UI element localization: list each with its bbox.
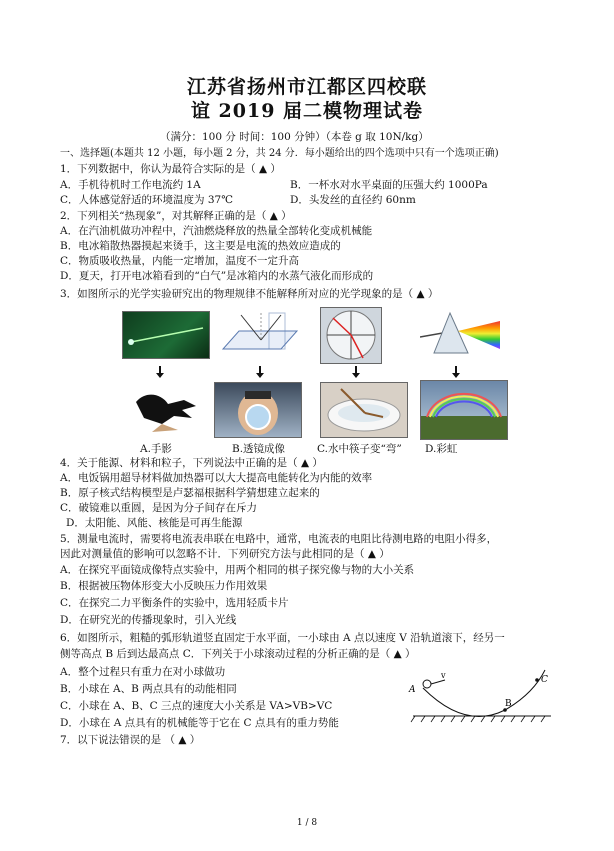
q4-stem: 4．关于能源、材料和粒子，下列说法中正确的是（ ▲ ）	[60, 457, 323, 469]
laser-beam-photo	[122, 311, 210, 359]
q6-stem-line-2: 侧等高点 B 后到达最高点 C．下列关于小球滚动过程的分析正确的是（ ▲ ）	[60, 648, 416, 660]
curved-track-diagram	[405, 666, 555, 730]
q2-option-b: B．电冰箱散热器摸起来烫手，这主要是电流的热效应造成的	[60, 240, 341, 252]
lens-imaging-photo	[214, 382, 302, 438]
arrow-d	[455, 366, 457, 375]
chopsticks-bowl-photo	[320, 382, 408, 438]
q3-caption-d: D.彩虹	[425, 443, 458, 455]
q7-stem: 7．以下说法错误的是 （ ▲ ）	[60, 734, 201, 746]
q3-stem: 3．如图所示的光学实验研究出的物理规律不能解释所对应的光学现象的是（ ▲ ）	[60, 288, 439, 300]
section-1-header: 一、选择题(本题共 12 小题，每小题 2 分，共 24 分．每小题给出的四个选项中只有一个选项正确)	[60, 148, 499, 159]
title-line-2: 谊 2019 届二模物理试卷	[190, 100, 424, 122]
q4-option-b: B．原子核式结构模型是卢瑟福根据科学猜想建立起来的	[60, 487, 320, 499]
refraction-protractor-photo	[320, 307, 382, 364]
rainbow-photo	[420, 380, 508, 440]
q3-caption-b: B.透镜成像	[232, 443, 286, 455]
q6-option-a: A．整个过程只有重力在对小球做功	[60, 666, 226, 678]
q6-stem-line-1: 6．如图所示，粗糙的弧形轨道竖直固定于水平面，一小球由 A 点以速度 V 沿轨道滚下，经另一	[60, 632, 505, 644]
arrow-b	[259, 366, 261, 375]
q1-option-b: B．一杯水对水平桌面的压强大约 1000Pa	[290, 179, 488, 191]
q2-option-a: A．在汽油机做功冲程中，汽油燃烧释放的热量全部转化变成机械能	[60, 225, 373, 237]
q6-option-c: C．小球在 A、B、C 三点的速度大小关系是 VA>VB>VC	[60, 700, 333, 712]
fig-label-c: C	[541, 675, 548, 685]
q4-option-c: C．破镜难以重圆，是因为分子间存在斥力	[60, 502, 258, 514]
q4-option-a: A．电饭锅用超导材料做加热器可以大大提高电能转化为内能的效率	[60, 472, 373, 484]
exam-info: （满分：100 分 时间：100 分钟）（本卷 g 取 10N/kg）	[160, 131, 429, 143]
q1-option-d: D．头发丝的直径约 60nm	[290, 194, 416, 206]
arrow-c	[355, 366, 357, 375]
q3-caption-a: A.手影	[140, 443, 172, 455]
fig-label-b: B	[505, 699, 512, 709]
page-number: 1 / 8	[296, 818, 318, 828]
q5-option-c: C．在探究二力平衡条件的实验中，选用轻质卡片	[60, 597, 289, 609]
q5-option-b: B．根据被压物体形变大小反映压力作用效果	[60, 580, 268, 592]
q2-option-d: D．夏天，打开电冰箱看到的“白气”是冰箱内的水蒸气液化而形成的	[60, 270, 374, 282]
q5-stem-line-1: 5．测量电流时，需要将电流表串联在电路中，通常，电流表的电阻比待测电路的电阻小得多，	[60, 533, 498, 545]
q2-option-c: C．物质吸收热量，内能一定增加，温度不一定升高	[60, 255, 300, 267]
q4-option-d: D．太阳能、风能、核能是可再生能源	[66, 517, 243, 529]
arrow-a	[159, 366, 161, 375]
q1-option-a: A．手机待机时工作电流约 1A	[60, 179, 201, 191]
q5-option-d: D．在研究光的传播现象时，引入光线	[60, 614, 237, 626]
q5-stem-line-2: 因此对测量值的影响可以忽略不计．下列研究方法与此相同的是（ ▲ ）	[60, 548, 390, 560]
hand-shadow-image	[122, 384, 208, 434]
q5-option-a: A．在探究平面镜成像特点实验中，用两个相同的棋子探究像与物的大小关系	[60, 564, 415, 576]
prism-dispersion-image	[420, 309, 500, 359]
q6-option-b: B．小球在 A、B 两点具有的动能相同	[60, 683, 237, 695]
reflection-diagram	[219, 309, 301, 361]
q1-option-c: C．人体感觉舒适的环境温度为 37℃	[60, 194, 233, 206]
q3-caption-c: C.水中筷子变“弯”	[317, 443, 402, 455]
q2-stem: 2．下列相关“热现象”，对其解释正确的是（ ▲ ）	[60, 210, 292, 222]
title-line-1: 江苏省扬州市江都区四校联	[186, 76, 427, 98]
fig-label-a: A	[409, 685, 416, 695]
q6-option-d: D．小球在 A 点具有的机械能等于它在 C 点具有的重力势能	[60, 717, 339, 729]
fig-label-v: v	[441, 671, 446, 680]
q1-stem: 1．下列数据中，你认为最符合实际的是（ ▲ ）	[60, 163, 281, 175]
